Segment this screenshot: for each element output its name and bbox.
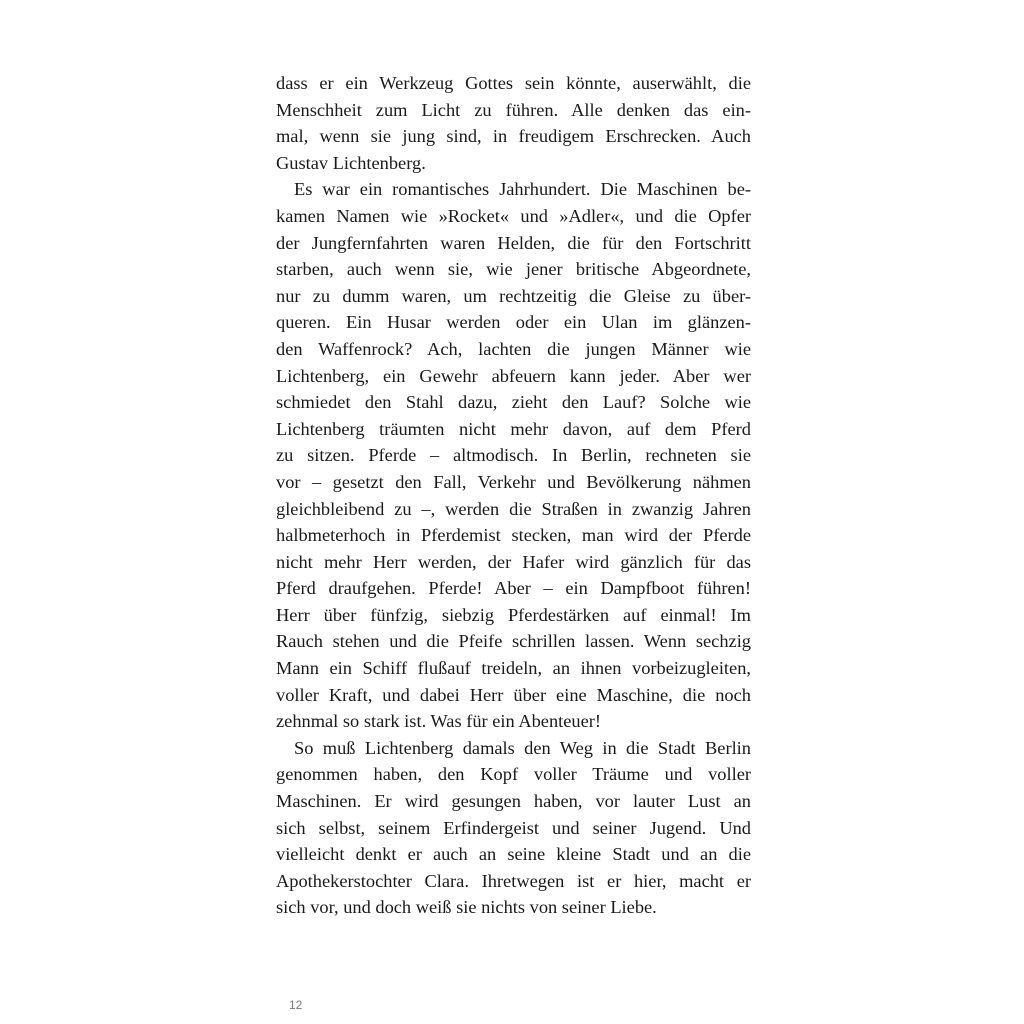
text-line: Menschheit zum Licht zu führen. Alle denken das ein- [276,99,751,120]
text-line: dass er ein Werkzeug Gottes sein könnte, auserwählt, die [276,73,751,93]
text-line: Pferd draufgehen. Pferde! Aber – ein Dampfboot führen! [276,578,751,599]
text-line: voller Kraft, und dabei Herr über eine Maschine, die noch [276,684,751,705]
text-line: sich vor, und doch weiß sie nichts von seiner Liebe. [276,897,657,918]
text-line: genommen haben, den Kopf voller Träume und voller [276,764,751,785]
text-line: vor – gesetzt den Fall, Verkehr und Bevölkerung nähmen [276,471,751,492]
text-line: schmiedet den Stahl dazu, zieht den Lauf? Solche wie [276,392,751,413]
page-number: 12 [289,998,303,1012]
text-line: zu sitzen. Pferde – altmodisch. In Berlin, rechneten sie [276,445,751,466]
paragraph [276,176,751,734]
text-line: nur zu dumm waren, um rechtzeitig die Gleise zu über- [276,285,751,306]
text-line: kamen Namen wie »Rocket« und »Adler«, und die Opfer [276,205,751,226]
text-line: Gustav Lichtenberg. [276,152,426,173]
text-line: Rauch stehen und die Pfeife schrillen lassen. Wenn sechzig [276,631,751,652]
text-line: den Waffenrock? Ach, lachten die jungen Männer wie [276,338,751,359]
text-line: halbmeterhoch in Pferdemist stecken, man wird der Pferde [276,525,751,546]
text-line: queren. Ein Husar werden oder ein Ulan im glänzen- [276,312,751,333]
body-text [276,70,751,921]
text-line: Mann ein Schiff flußauf treideln, an ihnen vorbeizugleiten, [276,658,751,679]
text-line: vielleicht denkt er auch an seine kleine Stadt und an die [276,844,751,865]
text-line: Es war ein romantisches Jahrhundert. Die Maschinen be- [294,179,751,200]
text-line: zehnmal so stark ist. Was für ein Abenteuer! [276,711,602,732]
text-line: der Jungfernfahrten waren Helden, die für den Fortschritt [276,232,751,253]
text-line: nicht mehr Herr werden, der Hafer wird gänzlich für das [276,551,751,572]
text-line: Herr über fünfzig, siebzig Pferdestärken auf einmal! Im [276,604,751,625]
text-line: Lichtenberg, ein Gewehr abfeuern kann jeder. Aber wer [276,365,751,386]
paragraph [276,735,751,921]
text-line: So muß Lichtenberg damals den Weg in die Stadt Berlin [294,737,751,758]
text-line: Maschinen. Er wird gesungen haben, vor lauter Lust an [276,791,751,812]
paragraph [276,70,751,176]
text-line: starben, auch wenn sie, wie jener britische Abgeordnete, [276,259,751,280]
text-line: sich selbst, seinem Erfindergeist und seiner Jugend. Und [276,817,751,838]
text-line: gleichbleibend zu –, werden die Straßen in zwanzig Jahren [276,498,751,519]
text-line: mal, wenn sie jung sind, in freudigem Erschrecken. Auch [276,126,751,147]
text-line: Lichtenberg träumten nicht mehr davon, auf dem Pferd [276,418,751,439]
text-line: Apothekerstochter Clara. Ihretwegen ist er hier, macht er [276,870,751,891]
